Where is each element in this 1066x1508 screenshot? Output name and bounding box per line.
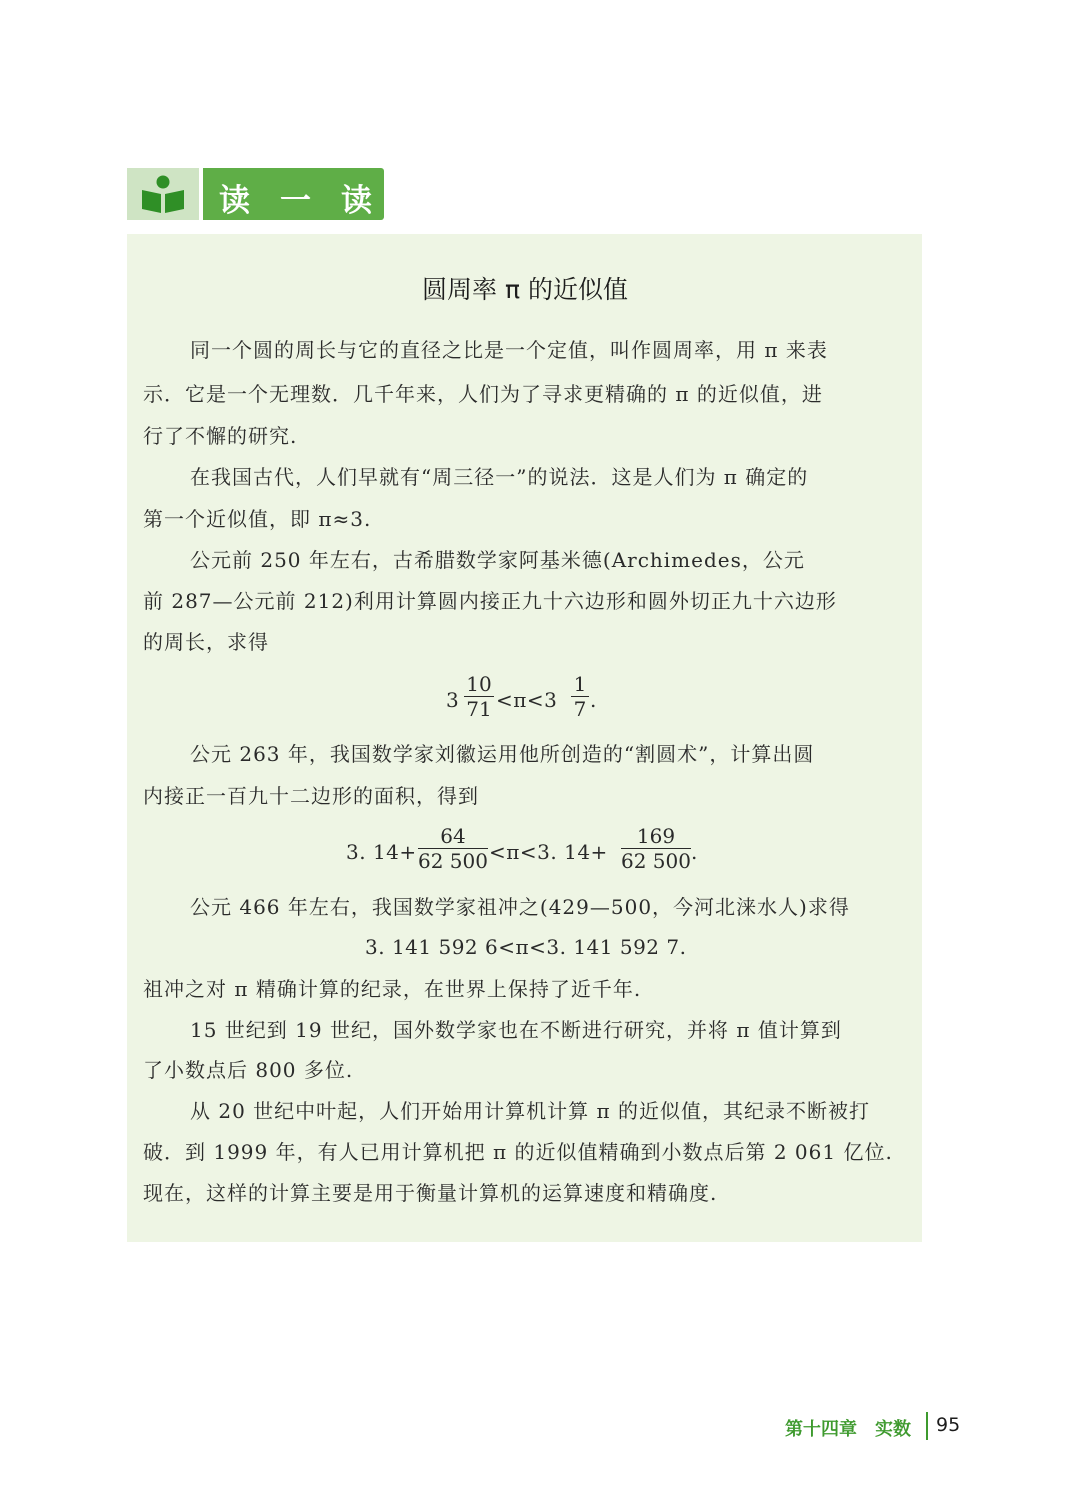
paragraph-line: 从 20 世纪中叶起，人们开始用计算机计算 π 的近似值，其纪录不断被打 (190, 1099, 871, 1123)
section-title: 读一读 (219, 183, 402, 219)
paragraph-line: 行了不懈的研究. (143, 424, 298, 448)
fraction-denominator: 62 500 (418, 849, 488, 873)
page-number: 95 (936, 1414, 961, 1436)
paragraph-line: 在我国古代，人们早就有“周三径一”的说法．这是人们为 π 确定的 (190, 465, 809, 489)
formula-lead: 3. 14+ (346, 840, 417, 864)
footer-divider (926, 1412, 928, 1440)
paragraph-line: 祖冲之对 π 精确计算的纪录，在世界上保持了近千年. (143, 977, 642, 1001)
fraction-numerator: 64 (418, 824, 488, 849)
fraction (464, 672, 494, 721)
fraction (621, 824, 691, 873)
chapter-label: 第十四章 实数 (785, 1419, 911, 1440)
section-title-box (203, 168, 402, 220)
paragraph-line: 内接正一百九十二边形的面积，得到 (143, 784, 479, 808)
paragraph-line: 前 287—公元前 212)利用计算圆内接正九十六边形和圆外切正九十六边形 (143, 589, 837, 613)
formula-whole: 3 (446, 688, 460, 712)
formula-end: . (590, 688, 597, 712)
paragraph-line: 同一个圆的周长与它的直径之比是一个定值，叫作圆周率，用 π 来表 (190, 338, 828, 362)
paragraph-line: 第一个近似值，即 π≈3. (143, 507, 372, 531)
paragraph-line: 公元 263 年，我国数学家刘徽运用他所创造的“割圆术”，计算出圆 (190, 742, 815, 766)
fraction-denominator: 62 500 (621, 849, 691, 873)
article-title: 圆周率 π 的近似值 (422, 275, 628, 304)
reading-book-icon (139, 174, 187, 214)
fraction-numerator: 169 (621, 824, 691, 849)
paragraph-line: 的周长，求得 (143, 630, 269, 654)
formula-middle: <π<3. 14+ (489, 840, 608, 864)
fraction-denominator: 71 (466, 697, 492, 721)
formula-middle: <π<3 (496, 688, 558, 712)
paragraph-line: 15 世纪到 19 世纪，国外数学家也在不断进行研究，并将 π 值计算到 (190, 1018, 842, 1042)
paragraph-line: 破．到 1999 年，有人已用计算机把 π 的近似值精确到小数点后第 2 061 亿位. (143, 1140, 893, 1164)
paragraph-line: 公元前 250 年左右，古希腊数学家阿基米德(Archimedes，公元 (190, 548, 805, 572)
paragraph-line: 公元 466 年左右，我国数学家祖冲之(429—500，今河北涞水人)求得 (190, 895, 850, 919)
fraction (418, 824, 488, 873)
paragraph-line: 现在，这样的计算主要是用于衡量计算机的运算速度和精确度. (143, 1181, 718, 1205)
reading-icon-box (127, 168, 199, 220)
fraction (571, 672, 589, 721)
fraction-numerator: 1 (571, 672, 589, 697)
section-header (127, 168, 402, 220)
formula-end: . (691, 840, 698, 864)
fraction-denominator: 7 (573, 697, 587, 721)
paragraph-line: 示．它是一个无理数．几千年来，人们为了寻求更精确的 π 的近似值，进 (143, 382, 823, 406)
paragraph-line: 了小数点后 800 多位. (143, 1058, 354, 1082)
formula-zu-chongzhi: 3. 141 592 6<π<3. 141 592 7. (365, 935, 687, 959)
fraction-numerator: 10 (464, 672, 494, 697)
